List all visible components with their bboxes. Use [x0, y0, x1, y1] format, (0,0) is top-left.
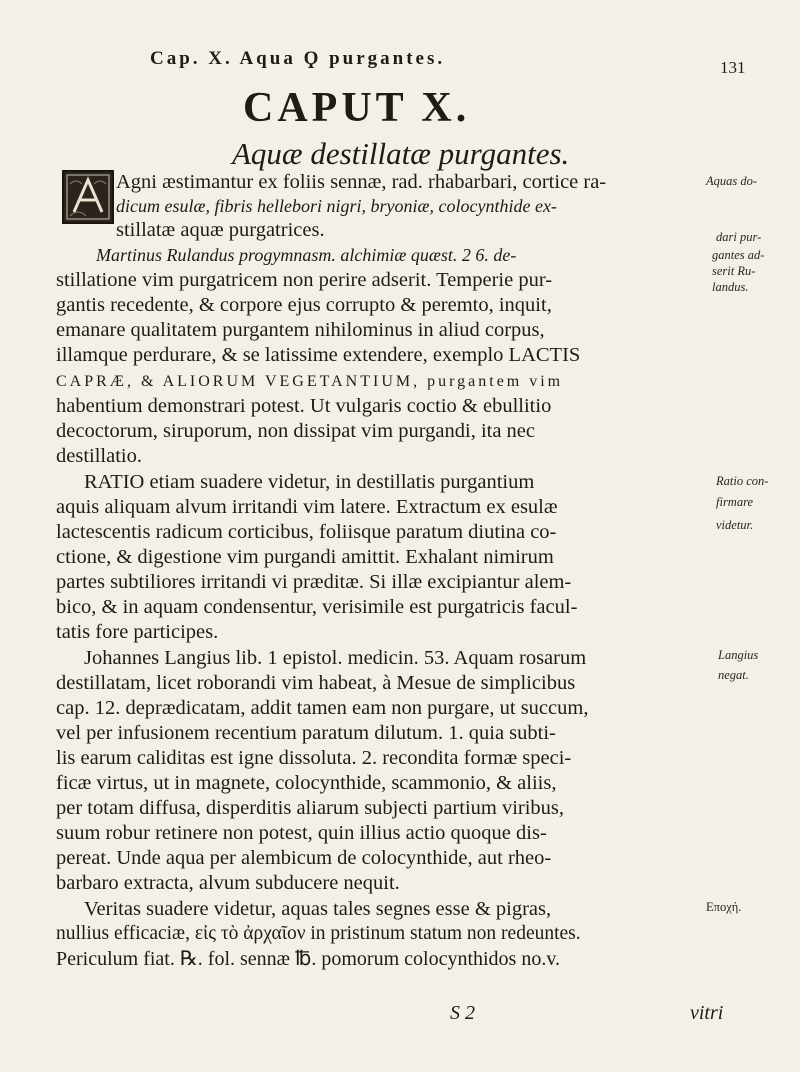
- body-line: Agni æstimantur ex foliis sennæ, rad. rhabarbari, cortice ra-: [116, 171, 607, 193]
- body-line: partes subtiliores irritandi vi præditæ. Si illæ excipiantur alem-: [56, 571, 572, 593]
- chapter-title: CAPUT X.: [243, 85, 471, 131]
- body-line: illamque perdurare, & se latissime extendere, exemplo LACTIS: [56, 344, 581, 366]
- body-line: Johannes Langius lib. 1 epistol. medicin. 53. Aquam rosarum: [84, 647, 587, 669]
- margin-note: firmare: [716, 495, 754, 509]
- body-line: lactescentis radicum corticibus, foliisque paratum diutina co-: [56, 521, 557, 543]
- body-line: barbaro extracta, alvum subducere nequit.: [56, 872, 400, 894]
- margin-note: dari pur-: [716, 230, 762, 244]
- margin-note: gantes ad-: [712, 248, 765, 262]
- body-line: stillatione vim purgatricem non perire adserit. Temperie pur-: [56, 269, 553, 291]
- body-line: emanare qualitatem purgantem nihilominus in aliud corpus,: [56, 319, 545, 341]
- margin-note: Εποχή.: [706, 900, 742, 914]
- body-line: aquis aliquam alvum irritandi vim latere. Extractum ex esulæ: [56, 496, 558, 518]
- body-line: RATIO etiam suadere videtur, in destillatis purgantium: [84, 471, 535, 493]
- body-line: Veritas suadere videtur, aquas tales segnes esse & pigras,: [84, 898, 552, 920]
- body-line: dicum esulæ, fibris hellebori nigri, bryoniæ, colocynthide ex-: [116, 196, 557, 216]
- body-line: ctione, & digestione vim purgandi amittit. Exhalant nimirum: [56, 546, 554, 568]
- body-line: CAPRÆ, & ALIORUM VEGETANTIUM, purgantem vim: [56, 373, 564, 390]
- margin-note: Langius: [718, 648, 759, 662]
- page-number: 131: [720, 58, 746, 77]
- body-line: cap. 12. deprædicatam, addit tamen eam non purgare, ut succum,: [56, 697, 589, 719]
- body-line: suum robur retinere non potest, quin illius actio quoque dis-: [56, 822, 547, 844]
- margin-note: serit Ru-: [712, 264, 756, 278]
- margin-note: videtur.: [716, 518, 754, 532]
- signature-mark: S 2: [450, 1002, 475, 1024]
- body-line: pereat. Unde aqua per alembicum de colocynthide, aut rheo-: [56, 847, 552, 869]
- body-line: nullius efficaciæ, εἰς τὸ ἀρχαῖον in pristinum statum non redeuntes.: [56, 923, 581, 944]
- body-line: destillatam, licet roborandi vim habeat, à Mesue de simplicibus: [56, 672, 576, 694]
- body-line: destillatio.: [56, 445, 142, 467]
- body-line: decoctorum, siruporum, non dissipat vim purgandi, ita nec: [56, 420, 536, 442]
- chapter-subtitle: Aquæ destillatæ purgantes.: [232, 136, 570, 171]
- body-line: ficæ virtus, ut in magnete, colocynthide, scammonio, & aliis,: [56, 772, 557, 794]
- body-line: lis earum caliditas est igne dissoluta. 2. recondita formæ speci-: [56, 747, 572, 769]
- body-line: Periculum fiat. ℞. fol. sennæ ℔. pomorum colocynthidos no.v.: [56, 948, 561, 970]
- body-line: bico, & in aquam condensentur, verisimile est purgatricis facul-: [56, 596, 578, 618]
- body-line: habentium demonstrari potest. Ut vulgaris coctio & ebullitio: [56, 395, 552, 417]
- margin-note: negat.: [718, 668, 749, 682]
- running-title: Cap. X. Aqua Ϙ purgantes.: [150, 48, 446, 69]
- body-line: gantis recedente, & corpore ejus corrupto & peremto, inquit,: [56, 294, 552, 316]
- margin-note: Ratio con-: [716, 474, 769, 488]
- body-line: stillatæ aquæ purgatrices.: [116, 219, 325, 241]
- margin-note: landus.: [712, 280, 749, 294]
- margin-note: Aquas do-: [706, 174, 758, 188]
- body-line: per totam diffusa, disperditis aliarum subjecti partium viribus,: [56, 797, 565, 819]
- catchword: vitri: [690, 1002, 724, 1024]
- body-line: vel per infusionem recentium paratum dilutum. 1. quia subti-: [56, 722, 556, 744]
- body-line: Martinus Rulandus progymnasm. alchimiæ quæst. 2 6. de-: [96, 245, 517, 265]
- decorated-initial-icon: [62, 170, 114, 224]
- body-line: tatis fore participes.: [56, 621, 219, 643]
